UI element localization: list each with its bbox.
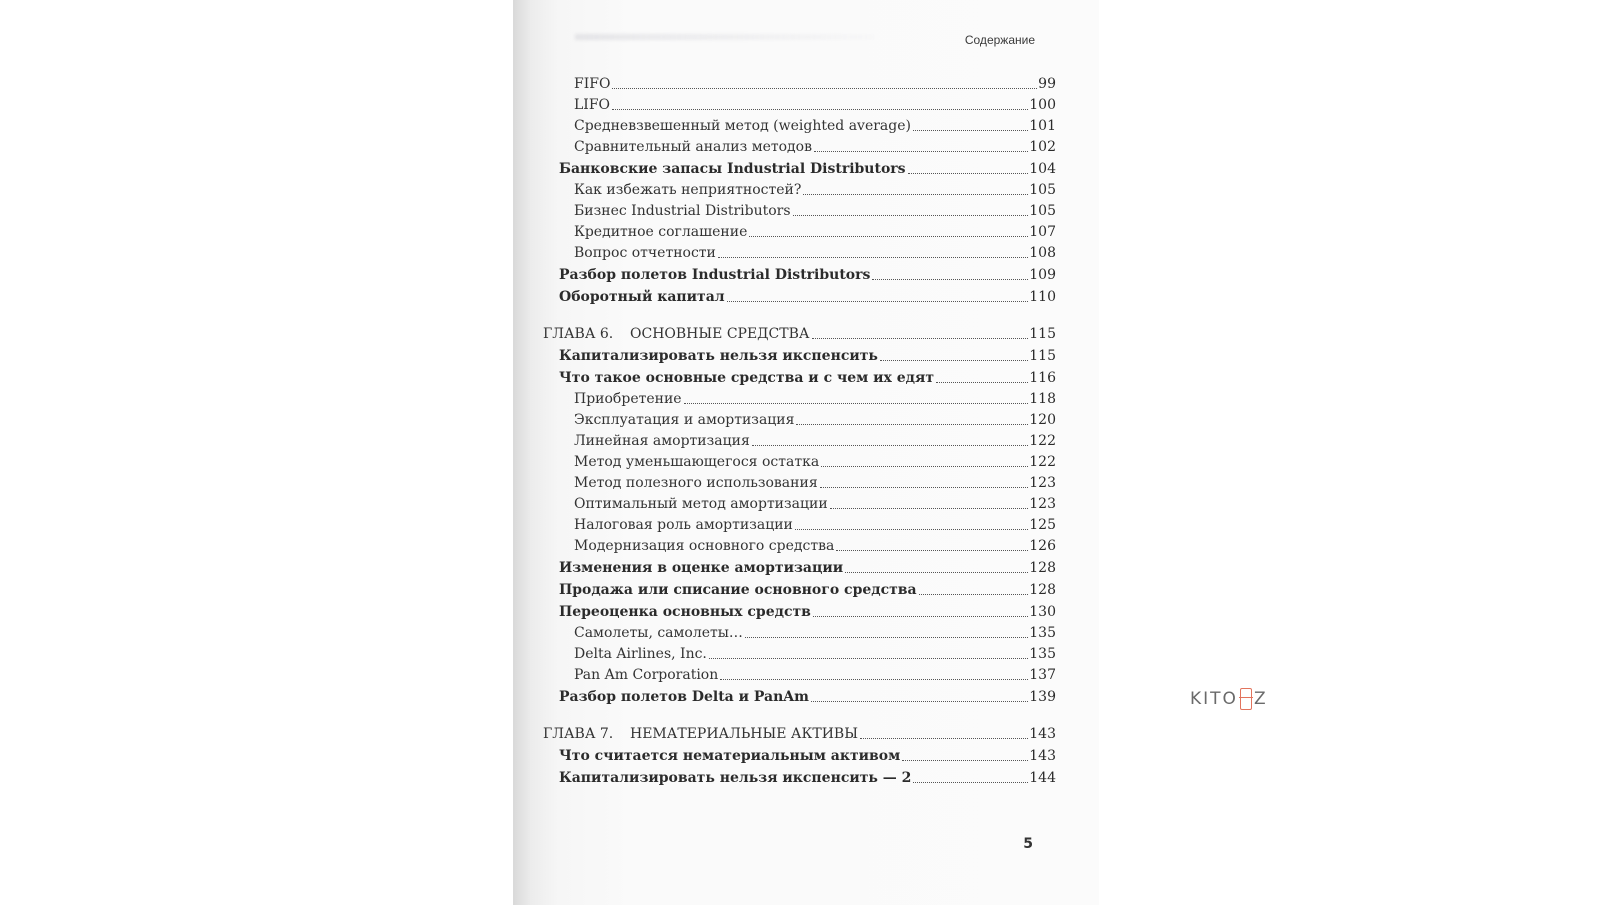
dot-leader <box>803 192 1028 195</box>
toc-entry <box>543 471 1056 492</box>
dot-leader <box>795 527 1028 530</box>
toc-entry-page: 116 <box>1029 370 1056 386</box>
dot-leader <box>749 234 1028 237</box>
dot-leader <box>811 699 1028 702</box>
toc-entry <box>543 114 1056 135</box>
toc-entry-page: 104 <box>1029 161 1056 177</box>
toc-entry-page: 143 <box>1029 726 1056 742</box>
dot-leader <box>612 107 1028 110</box>
toc-entry-title: Вопрос отчетности <box>574 245 716 261</box>
toc-entry-page: 125 <box>1029 517 1056 533</box>
dot-leader <box>718 255 1028 258</box>
toc-entry <box>543 534 1056 555</box>
dot-leader <box>612 86 1037 89</box>
toc-entry-title: Разбор полетов Industrial Distributors <box>559 267 871 283</box>
toc-entry-page: 144 <box>1029 770 1056 786</box>
toc-entry-title: Продажа или списание основного средства <box>559 582 917 598</box>
toc-entry-page: 137 <box>1029 667 1056 683</box>
toc-entry-title: Метод уменьшающегося остатка <box>574 454 820 470</box>
dot-leader <box>813 614 1028 617</box>
dot-leader <box>821 464 1028 467</box>
toc-entry-title: Банковские запасы Industrial Distributors <box>559 161 906 177</box>
toc-section <box>543 744 1056 765</box>
toc-entry-title: Бизнес Industrial Distributors <box>574 203 791 219</box>
toc-section <box>543 285 1056 306</box>
toc-entry-title: Что считается нематериальным активом <box>559 748 901 764</box>
toc-entry-title: Эксплуатация и амортизация <box>574 412 795 428</box>
toc-entry <box>543 492 1056 513</box>
toc-entry-title: Сравнительный анализ методов <box>574 139 812 155</box>
toc-entry-page: 120 <box>1029 412 1056 428</box>
dot-leader <box>709 656 1028 659</box>
dot-leader <box>872 277 1028 280</box>
chapter-number: ГЛАВА 7. <box>543 726 614 742</box>
dot-leader <box>836 548 1028 551</box>
page-number: 5 <box>1023 836 1033 852</box>
toc-entry-page: 122 <box>1029 433 1056 449</box>
dot-leader <box>936 380 1028 383</box>
toc-section <box>543 344 1056 365</box>
toc-entry-page: 130 <box>1029 604 1056 620</box>
toc-entry <box>543 241 1056 262</box>
toc-entry-page: 99 <box>1038 76 1056 92</box>
dot-leader <box>902 758 1028 761</box>
dot-leader <box>727 299 1029 302</box>
dot-leader <box>812 336 1029 339</box>
toc-entry-page: 143 <box>1029 748 1056 764</box>
toc-entry-title: Pan Am Corporation <box>574 667 719 683</box>
watermark-text-right: Z <box>1253 689 1268 709</box>
toc-section <box>543 157 1056 178</box>
toc-entry <box>543 621 1056 642</box>
toc-entry-page: 115 <box>1029 348 1056 364</box>
toc-entry-page: 139 <box>1029 689 1056 705</box>
toc-section <box>543 600 1056 621</box>
toc-entry-page: 101 <box>1029 118 1056 134</box>
toc-entry-title: Самолеты, самолеты… <box>574 625 743 641</box>
toc-entry <box>543 408 1056 429</box>
dot-leader <box>913 128 1028 131</box>
toc-entry-page: 108 <box>1029 245 1056 261</box>
toc-entry <box>543 429 1056 450</box>
chapter-number: ГЛАВА 6. <box>543 326 614 342</box>
bleed-through-text <box>575 34 875 40</box>
toc-entry <box>543 135 1056 156</box>
toc-entry <box>543 642 1056 663</box>
toc-entry-page: 123 <box>1029 496 1056 512</box>
toc-entry-page: 110 <box>1029 289 1056 305</box>
toc-chapter <box>543 722 1056 743</box>
dot-leader <box>793 213 1029 216</box>
toc-entry-title: Капитализировать нельзя икспенсить <box>559 348 878 364</box>
toc-section <box>543 556 1056 577</box>
toc-entry-title: Что такое основные средства и с чем их едят <box>559 370 935 386</box>
dot-leader <box>845 570 1028 573</box>
toc-entry-title: Оптимальный метод амортизации <box>574 496 828 512</box>
watermark-text-left: KITO <box>1190 689 1238 709</box>
watermark-b-glyph <box>1240 688 1252 710</box>
toc-entry <box>543 513 1056 534</box>
toc-entry <box>543 450 1056 471</box>
dot-leader <box>820 485 1029 488</box>
toc-section <box>543 366 1056 387</box>
toc-entry-title: Как избежать неприятностей? <box>574 182 802 198</box>
dot-leader <box>908 171 1029 174</box>
toc-entry-title: Приобретение <box>574 391 682 407</box>
toc-entry-page: 128 <box>1029 582 1056 598</box>
toc-entry-title: Метод полезного использования <box>574 475 818 491</box>
toc-entry-page: 135 <box>1029 625 1056 641</box>
toc-entry-page: 135 <box>1029 646 1056 662</box>
toc-entry-title: Налоговая роль амортизации <box>574 517 793 533</box>
toc-entry-page: 102 <box>1029 139 1056 155</box>
chapter-title: НЕМАТЕРИАЛЬНЫЕ АКТИВЫ <box>630 726 858 742</box>
toc-entry-title: Оборотный капитал <box>559 289 725 305</box>
toc-entry-title: Средневзвешенный метод (weighted average) <box>574 118 911 134</box>
toc-entry <box>543 72 1056 93</box>
dot-leader <box>684 401 1029 404</box>
toc-entry <box>543 663 1056 684</box>
toc-section <box>543 263 1056 284</box>
dot-leader <box>880 358 1028 361</box>
toc-section <box>543 766 1056 787</box>
toc-entry-title: Переоценка основных средств <box>559 604 811 620</box>
toc-entry <box>543 387 1056 408</box>
toc-entry-page: 100 <box>1029 97 1056 113</box>
toc-entry-title: FIFO <box>574 76 611 92</box>
toc-entry-title: LIFO <box>574 97 611 113</box>
toc-entry <box>543 220 1056 241</box>
toc-entry-page: 115 <box>1029 326 1056 342</box>
toc-section <box>543 578 1056 599</box>
toc-entry-title: Delta Airlines, Inc. <box>574 646 707 662</box>
toc-entry-page: 105 <box>1029 203 1056 219</box>
toc-entry-page: 109 <box>1029 267 1056 283</box>
toc-entry <box>543 199 1056 220</box>
toc-entry-title: Кредитное соглашение <box>574 224 748 240</box>
toc-entry <box>543 178 1056 199</box>
book-page <box>513 0 1099 905</box>
dot-leader <box>913 780 1028 783</box>
toc-chapter <box>543 322 1056 343</box>
dot-leader <box>860 736 1028 739</box>
dot-leader <box>814 149 1028 152</box>
toc-entry <box>543 93 1056 114</box>
toc-entry-title: Изменения в оценке амортизации <box>559 560 844 576</box>
toc-entry-page: 105 <box>1029 182 1056 198</box>
toc-entry-page: 122 <box>1029 454 1056 470</box>
dot-leader <box>745 635 1028 638</box>
dot-leader <box>752 443 1028 446</box>
toc-entry-page: 128 <box>1029 560 1056 576</box>
toc-section <box>543 685 1056 706</box>
toc-entry-page: 123 <box>1029 475 1056 491</box>
toc-entry-page: 126 <box>1029 538 1056 554</box>
toc-entry-title: Модернизация основного средства <box>574 538 835 554</box>
chapter-title: ОСНОВНЫЕ СРЕДСТВА <box>630 326 810 342</box>
toc-entry-page: 107 <box>1029 224 1056 240</box>
toc-entry-title: Капитализировать нельзя икспенсить — 2 <box>559 770 912 786</box>
toc-entry-page: 118 <box>1029 391 1056 407</box>
kitobz-watermark <box>1190 688 1268 710</box>
running-head: Содержание <box>964 33 1035 47</box>
toc-entry-title: Линейная амортизация <box>574 433 750 449</box>
toc-entry-title: Разбор полетов Delta и PanAm <box>559 689 809 705</box>
dot-leader <box>796 422 1028 425</box>
dot-leader <box>830 506 1029 509</box>
dot-leader <box>919 592 1029 595</box>
dot-leader <box>720 677 1028 680</box>
